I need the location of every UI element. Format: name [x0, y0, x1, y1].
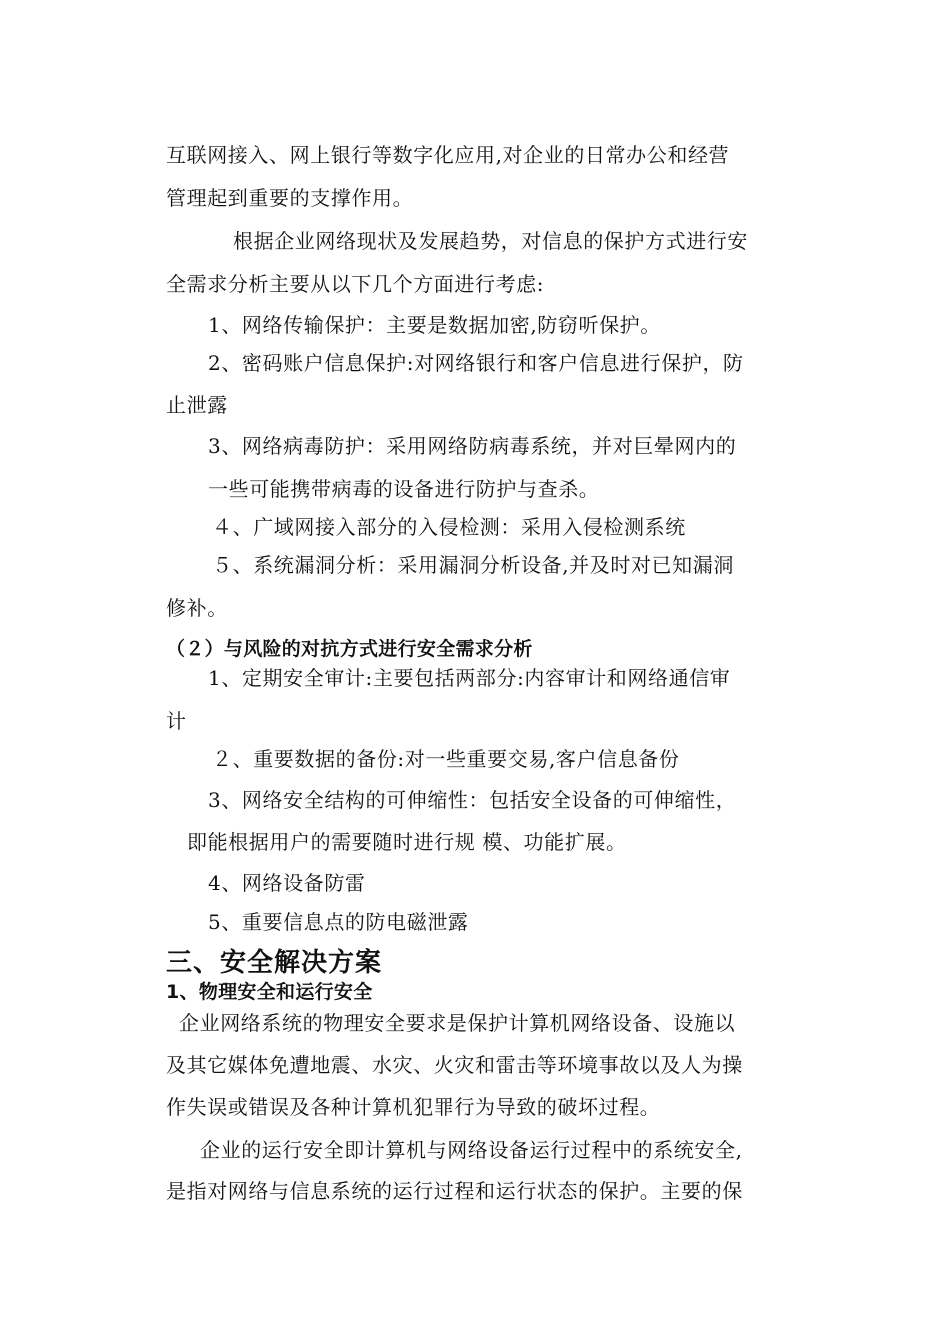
info-item-5: ５、系统漏洞分析：采用漏洞分析设备,并及时对已知漏洞	[212, 553, 734, 577]
risk-item-5: 5、重要信息点的防电磁泄露	[208, 910, 469, 934]
subsection-heading: 1、物理安全和运行安全	[166, 981, 373, 1003]
runtime-line-2: 是指对网络与信息系统的运行过程和运行状态的保护。主要的保	[166, 1179, 743, 1203]
risk-item-1-cont: 计	[166, 709, 187, 733]
analysis-line-1: 根据企业网络现状及发展趋势，对信息的保护方式进行安	[233, 229, 748, 253]
intro-line-2: 管理起到重要的支撑作用。	[166, 186, 414, 210]
risk-item-3-cont: 即能根据用户的需要随时进行规 模、功能扩展。	[187, 830, 627, 854]
risk-item-2: ２、重要数据的备份:对一些重要交易,客户信息备份	[212, 747, 680, 771]
intro-line-1: 互联网接入、网上银行等数字化应用,对企业的日常办公和经营	[166, 143, 730, 167]
info-item-2: 2、密码账户信息保护:对网络银行和客户信息进行保护，防	[208, 351, 744, 375]
physical-line-1: 企业网络系统的物理安全要求是保护计算机网络设备、设施以	[179, 1011, 736, 1035]
info-item-5-cont: 修补。	[166, 596, 228, 620]
info-item-4: ４、广域网接入部分的入侵检测：采用入侵检测系统	[212, 515, 686, 539]
analysis-line-2: 全需求分析主要从以下几个方面进行考虑:	[166, 272, 545, 296]
risk-item-1: 1、定期安全审计:主要包括两部分:内容审计和网络通信审	[208, 666, 731, 690]
physical-line-2: 及其它媒体免遭地震、水灾、火灾和雷击等环境事故以及人为操	[166, 1053, 743, 1077]
info-item-1: 1、网络传输保护：主要是数据加密,防窃听保护。	[208, 313, 661, 337]
physical-line-3: 作失误或错误及各种计算机犯罪行为导致的破坏过程。	[166, 1095, 661, 1119]
runtime-line-1: 企业的运行安全即计算机与网络设备运行过程中的系统安全,	[200, 1138, 743, 1162]
chapter-heading: 三、安全解决方案	[166, 948, 383, 978]
info-item-3: 3、网络病毒防护：采用网络防病毒系统，并对巨晕网内的	[208, 434, 737, 458]
info-item-2-cont: 止泄露	[166, 393, 228, 417]
section-2-heading: （２）与风险的对抗方式进行安全需求分析	[166, 638, 533, 660]
risk-item-3: 3、网络安全结构的可伸缩性：包括安全设备的可伸缩性，	[208, 788, 737, 812]
info-item-3-cont: 一些可能携带病毒的设备进行防护与查杀。	[208, 477, 600, 501]
risk-item-4: 4、网络设备防雷	[208, 871, 366, 895]
